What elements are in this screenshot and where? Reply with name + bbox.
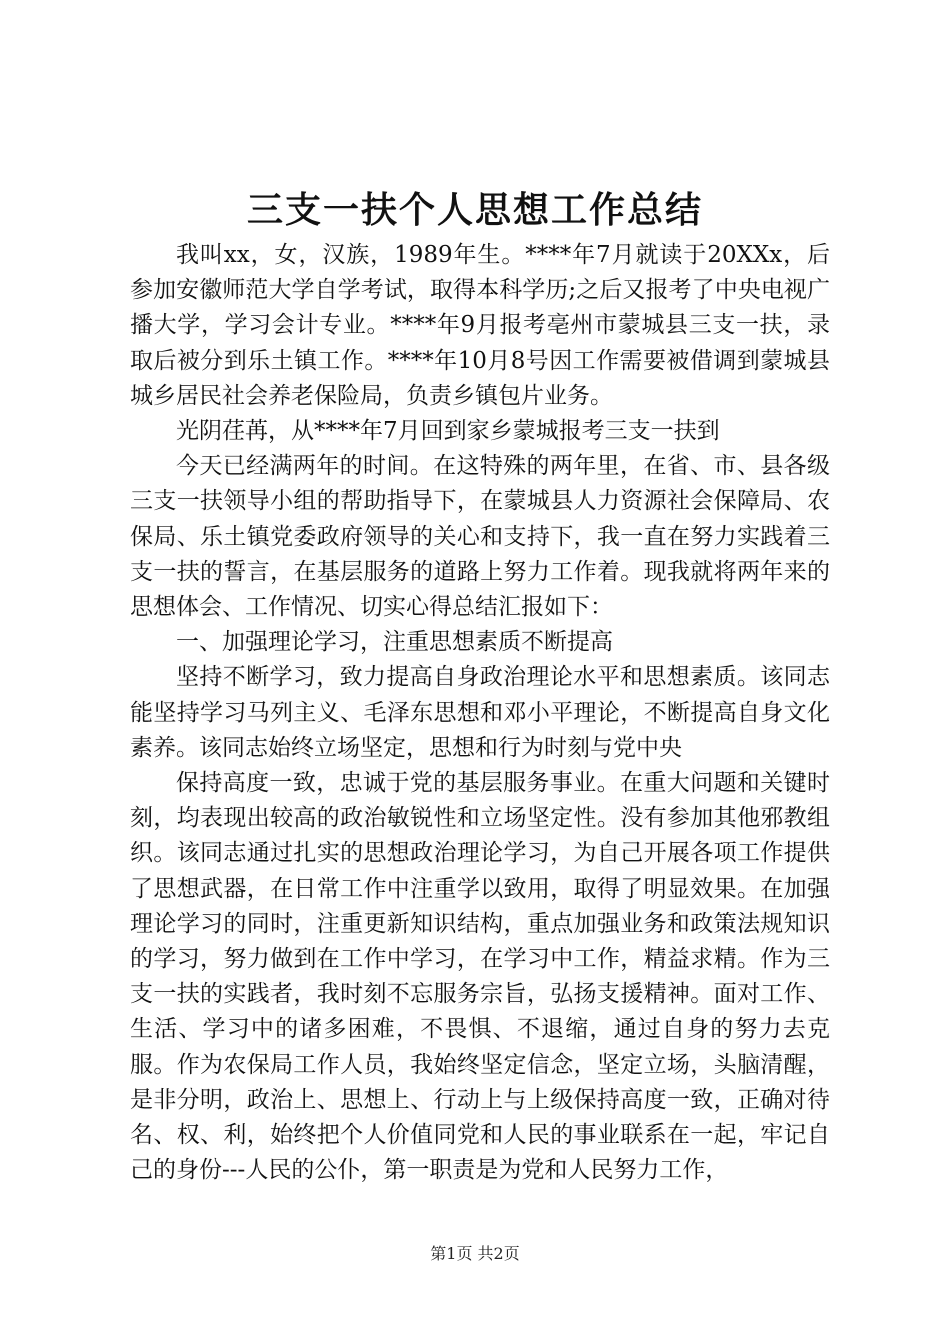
paragraph-intro: 我叫xx，女，汉族，1989年生。****年7月就读于20XXx，后参加安徽师范大学自学考试，取得本科学历;之后又报考了中央电视广播大学，学习会计专业。****年9月报考亳州市蒙城县三支一扶，录取后被分到乐土镇工作。****年10月8号因工作需要被借调到蒙城县城乡居民社会养老保险局，负责乡镇包片业务。 <box>130 242 830 409</box>
paragraph-two-years: 今天已经满两年的时间。在这特殊的两年里，在省、市、县各级三支一扶领导小组的帮助指导下，在蒙城县人力资源社会保障局、农保局、乐土镇党委政府领导的关心和支持下，我一直在努力实践着三支一扶的誓言，在基层服务的道路上努力工作着。现我就将两年来的思想体会、工作情况、切实心得总结汇报如下： <box>130 453 830 621</box>
paragraph-continuous-learning: 坚持不断学习，致力提高自身政治理论水平和思想素质。该同志能坚持学习马列主义、毛泽东思想和邓小平理论，不断提高自身文化素养。该同志始终立场坚定，思想和行为时刻与党中央 <box>130 664 830 761</box>
document-title: 三支一扶个人思想工作总结 <box>246 189 703 231</box>
document-body <box>130 238 830 1188</box>
paragraph-consistency: 保持高度一致，忠诚于党的基层服务事业。在重大问题和关键时刻，均表现出较高的政治敏锐性和立场坚定性。没有参加其他邪教组织。该同志通过扎实的思想政治理论学习，为自己开展各项工作提供了思想武器，在日常工作中注重学以致用，取得了明显效果。在加强理论学习的同时，注重更新知识结构，重点加强业务和政策法规知识的学习，努力做到在工作中学习，在学习中工作，精益求精。作为三支一扶的实践者，我时刻不忘服务宗旨，弘扬支援精神。面对工作、生活、学习中的诸多困难，不畏惧、不退缩，通过自身的努力去克服。作为农保局工作人员，我始终坚定信念，坚定立场，头脑清醒，是非分明，政治上、思想上、行动上与上级保持高度一致，正确对待名、权、利，始终把个人价值同党和人民的事业联系在一起，牢记自己的身份---人民的公仆，第一职责是为党和人民努力工作， <box>130 770 830 1184</box>
paragraph-time-passing: 光阴荏苒，从****年7月回到家乡蒙城报考三支一扶到 <box>176 418 720 445</box>
page-number-footer: 第1页 共2页 <box>430 1244 520 1263</box>
section-heading-theory-study: 一、加强理论学习，注重思想素质不断提高 <box>176 629 613 656</box>
